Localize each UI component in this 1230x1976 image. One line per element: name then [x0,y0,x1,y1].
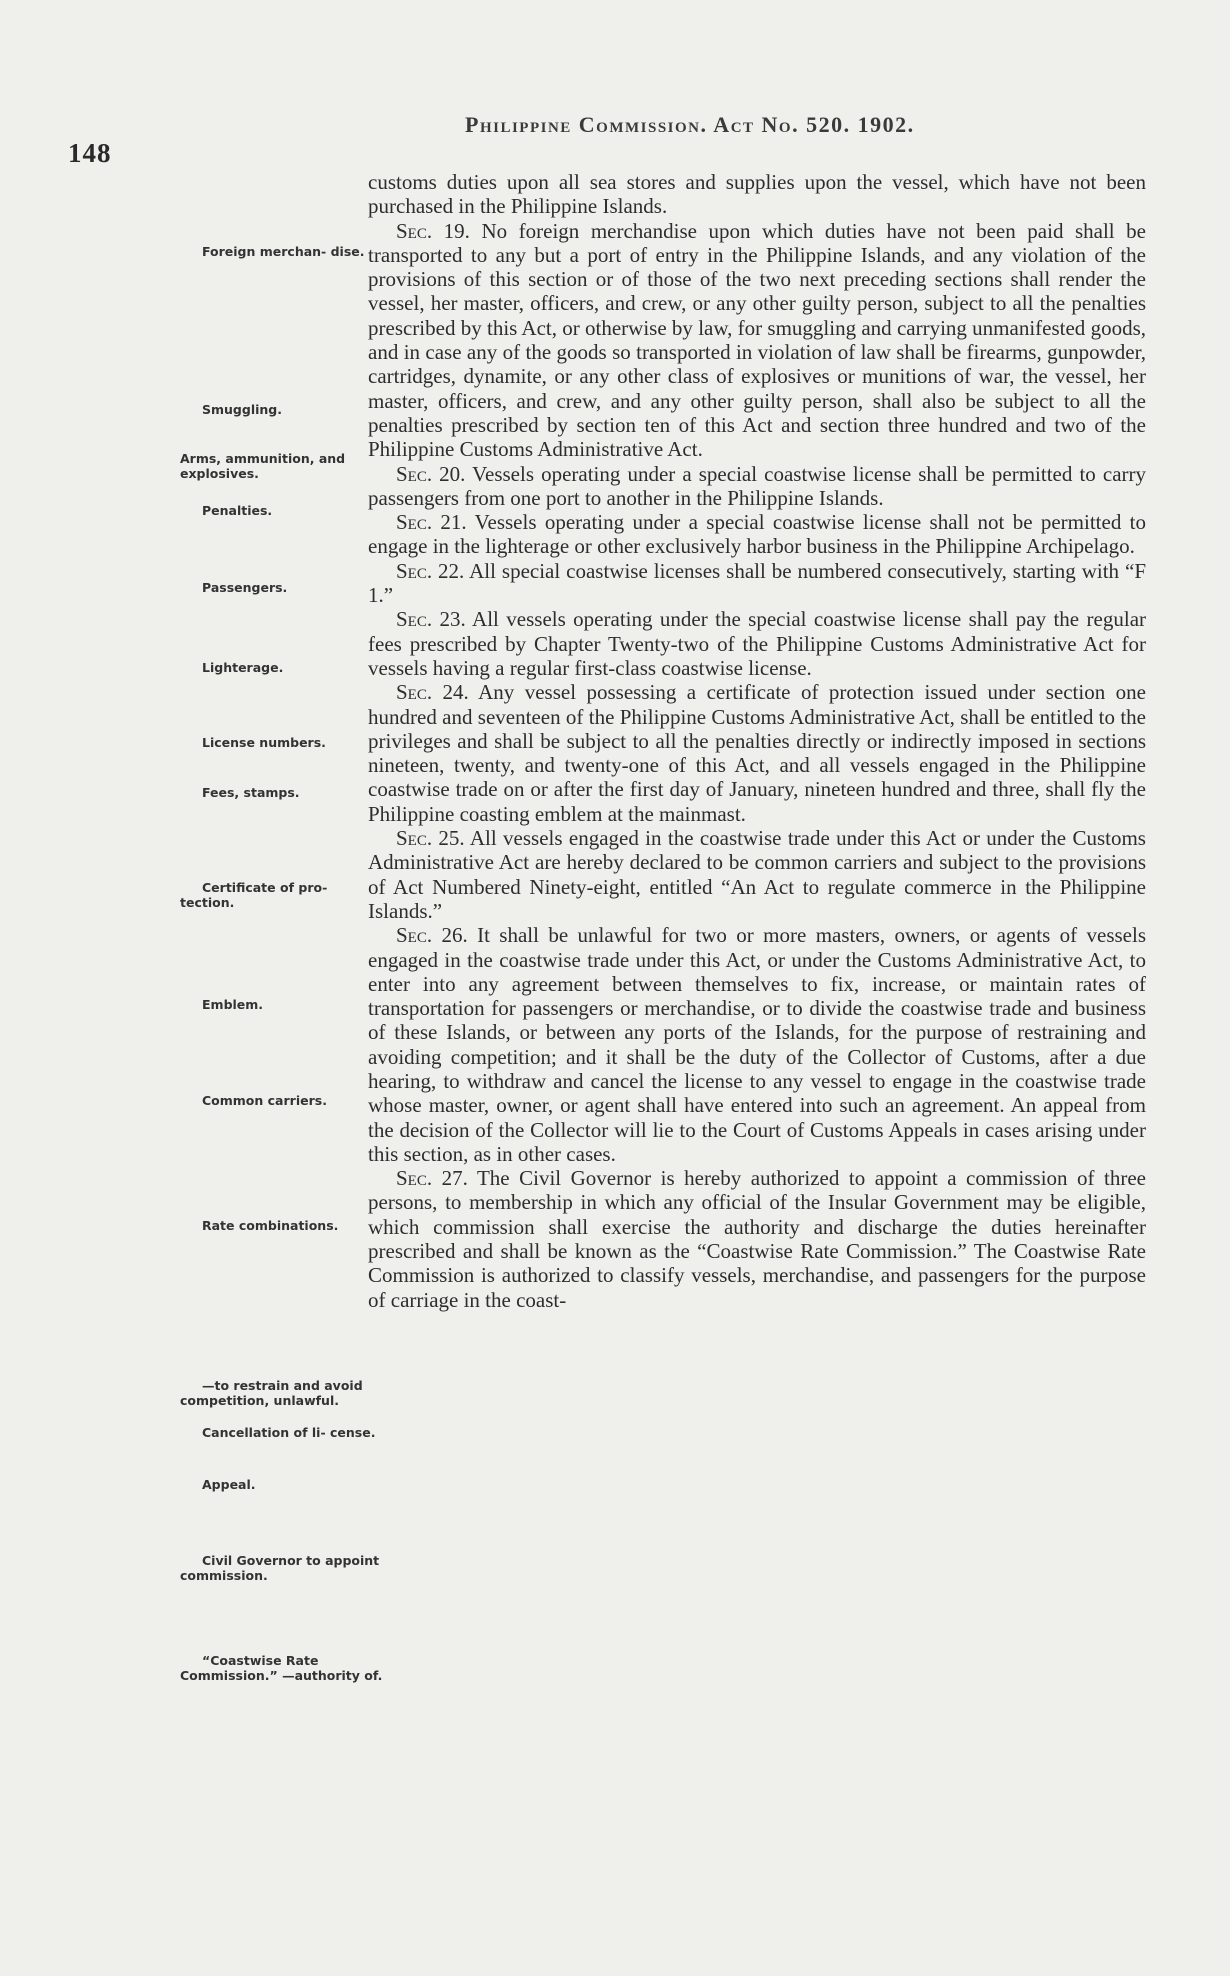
section-label: Sec. 21. [396,510,467,535]
margin-note-penalties: Penalties. [202,503,273,518]
paragraph-text: No foreign merchandise upon which duties have not been paid shall be transported to any but a port of entry in the Philippine Islands, and any violation of the provisions of this section or of those of the two next preceding sections shall render the vessel, her master, officers, and crew, or any other guilty person, subject to all the penalties prescribed by this Act, or otherwise by law, for smuggling and carrying unmanifested goods, and in case any of the goods so transported in violation of law shall be firearms, gunpowder, cartridges, dynamite, or any other class of explosives or munitions of war, the vessel, her master, officers, and crew, and any other guilty person, shall also be subject to all the penalties prescribed by section ten of this Act and section three hundred and two of the Philippine Customs Administrative Act. [368,218,1146,462]
margin-note-fees-stamps: Fees, stamps. [202,785,300,800]
paragraph-sec-27 [368,1166,1146,1312]
paragraph-sec-26 [368,923,1146,1166]
margin-note-license-numbers: License numbers. [202,735,326,750]
section-label: Sec. 20. [396,461,466,486]
paragraph-text: All vessels operating under the special coastwise license shall pay the regular fees prescribed by Chapter Twenty-two of the Philippine Customs Administrative Act for vessels having a regular first-class coastwise license. [368,607,1147,680]
paragraph-continuation [368,170,1146,219]
margin-note-civil-governor: Civil Governor to appoint commission. [180,1553,380,1583]
body-text [368,170,1146,1312]
margin-note-rate-combinations: Rate combinations. [202,1218,339,1233]
paragraph-text: The Civil Governor is hereby authorized to appoint a commission of three persons, to membership in which any official of the Insular Government may be eligible, which commission shall exercise the authority and discharge the duties hereinafter prescribed and shall be known as the “Coastwise Rate Commission.” The Coastwise Rate Commission is authorized to classify vessels, merchandise, and passengers for the purpose of carriage in the coast- [368,1166,1146,1312]
margin-note-coastwise-rate-commission: “Coastwise Rate Commission.” —authority of. [180,1653,383,1683]
paragraph-text: customs duties upon all sea stores and supplies upon the vessel, which have not been purchased in the Philippine Islands. [368,170,1146,219]
paragraph-text: All special coastwise licenses shall be numbered consecutively, starting with “F 1.” [368,558,1146,608]
paragraph-text: Vessels operating under a special coastwise license shall be permitted to carry passengers from one port to another in the Philippine Islands. [368,461,1147,510]
paragraph-sec-22 [368,559,1146,608]
section-label: Sec. 19. [396,218,470,243]
paragraph-text: All vessels engaged in the coastwise trade under this Act or under the Customs Administrative Act are hereby declared to be common carriers and subject to the provisions of Act Numbered Ninety-eight, entitled “An Act to regulate commerce in the Philippine Islands.” [368,826,1146,923]
margin-note-cancellation: Cancellation of li- cense. [202,1425,376,1440]
paragraph-sec-21 [368,510,1146,559]
margin-note-foreign-merchandise: Foreign merchan- dise. [202,244,365,259]
running-head: Philippine Commission. Act No. 520. 1902. [465,112,915,137]
section-label: Sec. 22. [396,558,465,583]
section-label: Sec. 24. [396,680,469,705]
paragraph-sec-20 [368,462,1146,511]
margin-note-lighterage: Lighterage. [202,660,284,675]
margin-note-common-carriers: Common carriers. [202,1093,327,1108]
margin-note-smuggling: Smuggling. [202,402,282,417]
paragraph-text: Vessels operating under a special coastwise license shall not be permitted to engage in the lighterage or other exclusively harbor business in the Philippine Archipelago. [368,510,1146,559]
section-label: Sec. 23. [396,607,466,632]
paragraph-sec-19 [368,219,1146,462]
margin-note-certificate: Certificate of pro- tection. [180,880,328,910]
margin-note-restrain-competition: —to restrain and avoid competition, unlawful. [180,1378,363,1408]
section-label: Sec. 26. [396,923,468,948]
page-number: 148 [68,138,112,168]
paragraph-text: Any vessel possessing a certificate of protection issued under section one hundred and seventeen of the Philippine Customs Administrative Act, shall be entitled to the privileges and shall be subject to all the penalties directly or indirectly imposed in sections nineteen, twenty, and twenty-one of this Act, and all vessels engaged in the Philippine coastwise trade on or after the first day of January, nineteen hundred and three, shall fly the Philippine coasting emblem at the mainmast. [368,680,1146,826]
paragraph-sec-24 [368,680,1146,826]
margin-note-passengers: Passengers. [202,580,288,595]
paragraph-sec-23 [368,607,1146,680]
paragraph-sec-25 [368,826,1146,923]
section-label: Sec. 25. [396,826,465,851]
margin-note-arms: Arms, ammunition, and explosives. [180,451,346,481]
section-label: Sec. 27. [396,1166,468,1191]
margin-note-emblem: Emblem. [202,997,264,1012]
margin-note-appeal: Appeal. [202,1477,256,1492]
paragraph-text: It shall be unlawful for two or more masters, owners, or agents of vessels engaged in the coastwise trade under this Act, or under the Customs Administrative Act, to enter into any agreement between themselves to fix, increase, or maintain rates of transportation for passengers or merchandise, or to divide the coastwise trade and business of these Islands, or between any ports of the Islands, for the purpose of restraining and avoiding competition; and it shall be the duty of the Collector of Customs, after a due hearing, to withdraw and cancel the license to any vessel to engage in the coastwise trade whose master, owner, or agent shall have entered into such an agreement. An appeal from the decision of the Collector will lie to the Court of Customs Appeals in cases arising under this section, as in other cases. [368,923,1146,1166]
